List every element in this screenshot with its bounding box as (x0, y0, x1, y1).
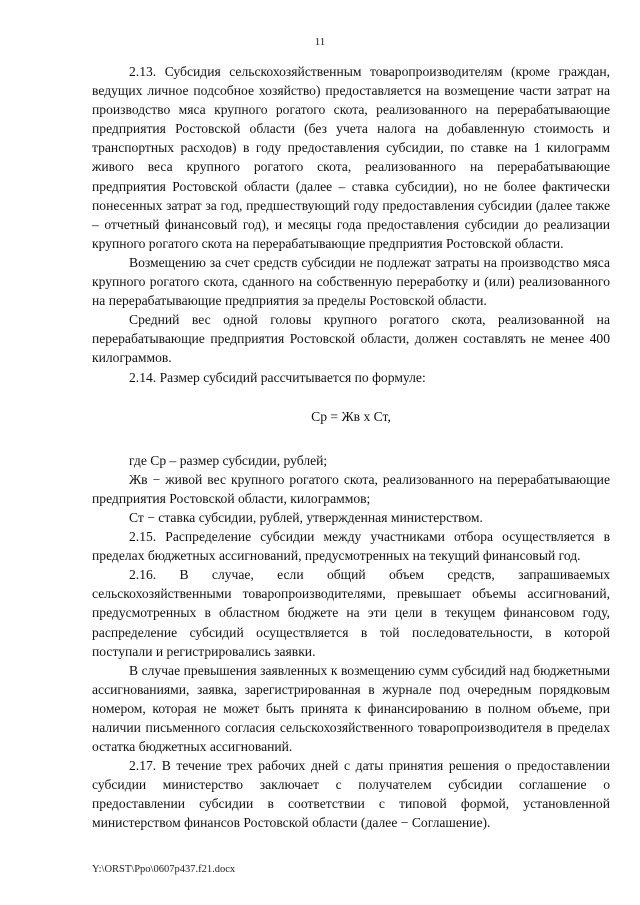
formula-legend-zhv: Жв − живой вес крупного рогатого скота, реализованного на перерабатывающие предприятия Ростовской области, килограммов; (92, 471, 610, 506)
paragraph-2-13: 2.13. Субсидия сельскохозяйственным товаропроизводителям (кроме граждан, ведущих личное подсобное хозяйство) предоставляется на возмещение части затрат на производство мяса крупного рогатого скота, реализованного на перерабатывающие предприятия Ростовской области (без учета налога на добавленную стоимость и транспортных расходов) в году предоставления субсидии, по ставке на 1 килограмм живого веса крупного рогатого скота, реализованного на перерабатывающие предприятия Ростовской области (далее – ставка субсидии), но не более фактически понесенных затрат за год, предшествующий году предоставления субсидии (далее также – отчетный финансовый год), и месяцы года предоставления субсидии до реализации крупного рогатого скота на перерабатывающие предприятия Ростовской области. (92, 64, 610, 251)
paragraph-2-15: 2.15. Распределение субсидии между участниками отбора осуществляется в пределах бюджетных ассигнований, предусмотренных на текущий финансовый год. (92, 529, 610, 564)
formula-legend-st: Ст − ставка субсидии, рублей, утвержденная министерством. (129, 509, 483, 525)
formula: Ср = Жв х Ст, (311, 408, 391, 424)
file-path-footer: Y:\ORST\Ppo\0607p437.f21.docx (92, 864, 236, 875)
paragraph-2-14: 2.14. Размер субсидий рассчитывается по формуле: (129, 369, 426, 385)
formula-legend-cp: где Ср – размер субсидии, рублей; (129, 452, 328, 468)
paragraph-2-17: 2.17. В течение трех рабочих дней с даты принятия решения о предоставлении субсидии министерство заключает с получателем субсидии соглашение о предоставлении субсидии в соответствии с типовой формой, установленной министерством финансов Ростовской области (далее − Соглашение). (92, 758, 610, 831)
document-body (92, 62, 610, 833)
paragraph-average-weight: Средний вес одной головы крупного рогатого скота, реализованной на перерабатывающие предприятия Ростовской области, должен составлять не менее 400 килограммов. (92, 312, 610, 366)
paragraph-excess-claims: В случае превышения заявленных к возмещению сумм субсидий над бюджетными ассигнованиями, заявка, зарегистрированная в журнале под очередным порядковым номером, которая не может быть принята к финансированию в полном объеме, при наличии письменного согласия сельскохозяйственного товаропроизводителя в пределах остатка бюджетных ассигнований. (92, 662, 610, 755)
paragraph-2-16: 2.16. В случае, если общий объем средств, запрашиваемых сельскохозяйственными товаропроизводителями, превышает объемы ассигнований, предусмотренных в областном бюджете на эти цели в текущем финансовом году, распределение субсидий осуществляется в той последовательности, в которой поступали и регистрировались заявки. (92, 567, 610, 659)
paragraph-reimbursement-exclusion: Возмещению за счет средств субсидии не подлежат затраты на производство мяса крупного рогатого скота, сданного на собственную переработку и (или) реализованного на перерабатывающие предприятия за пределы Ростовской области. (92, 254, 610, 309)
page-number: 11 (314, 36, 326, 48)
